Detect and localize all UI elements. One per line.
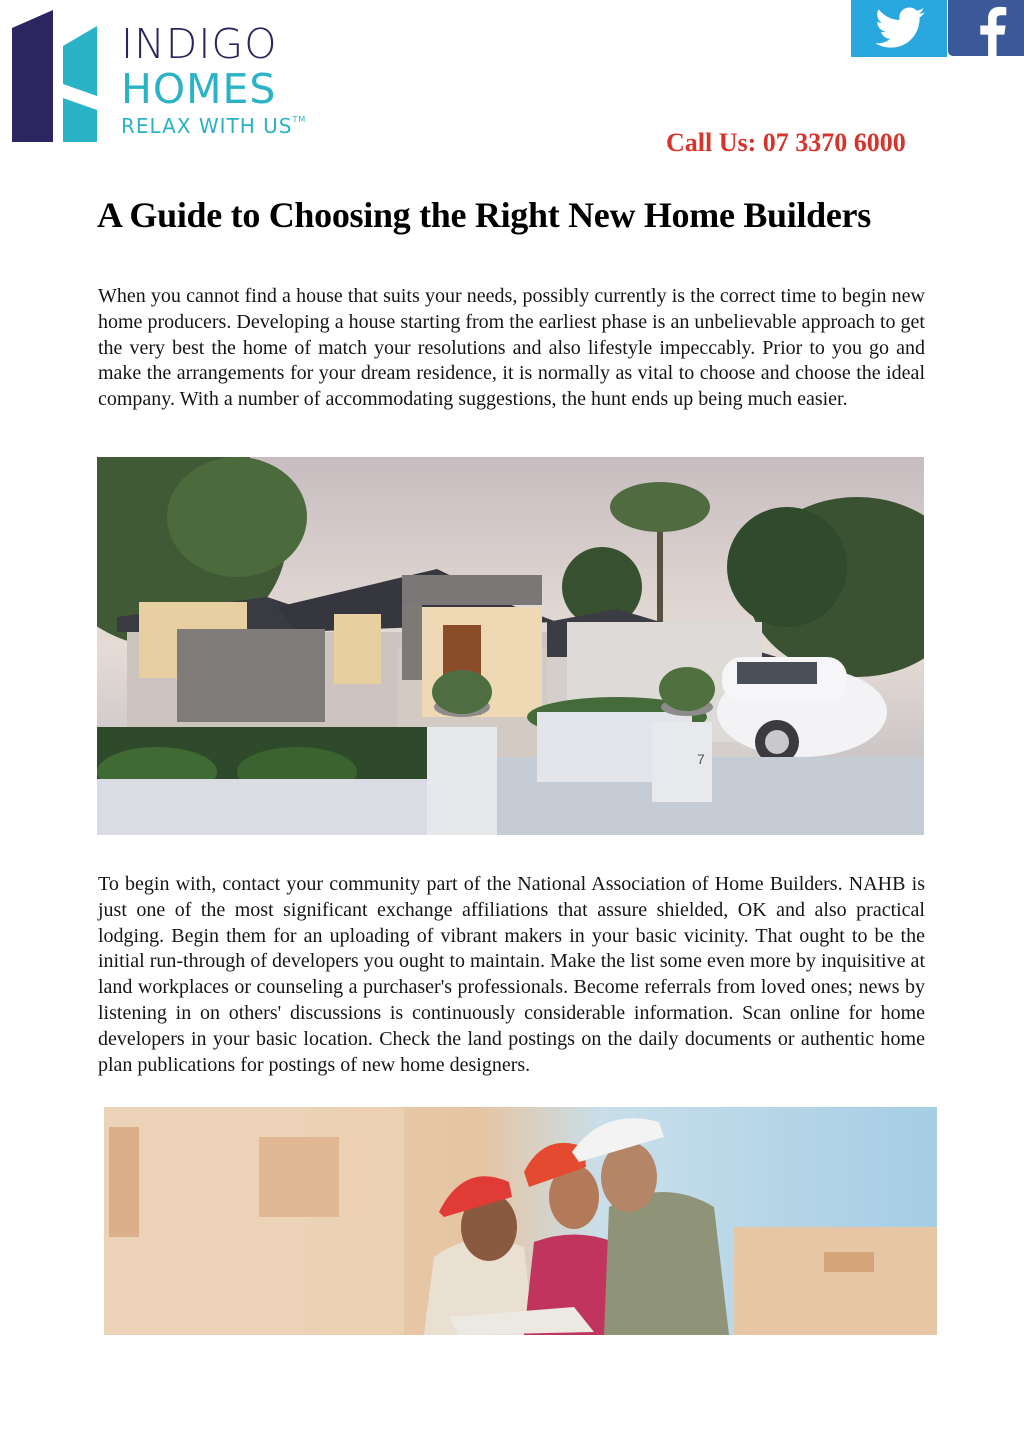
logo-tagline-text: RELAX WITH US <box>121 114 293 138</box>
logo-brand-indigo: INDIGO <box>121 20 278 68</box>
logo-brand-homes: HOMES <box>121 65 277 113</box>
facebook-button[interactable] <box>948 0 1024 56</box>
house-illustration <box>97 457 924 835</box>
house-photo <box>97 457 924 835</box>
trademark-mark: TM <box>292 115 307 124</box>
intro-paragraph: When you cannot find a house that suits your needs, possibly currently is the correct time to begin new home producers. Developing a house starting from the earliest phase is an unbelievable approach to get the very best the home of match your resolutions and also lifestyle impeccably. Prior to you go and make the arrangements for your dream residence, it is normally as vital to choose and choose the ideal company. With a number of accommodating suggestions, the hunt ends up being much easier. <box>98 285 925 411</box>
twitter-button[interactable] <box>851 0 947 57</box>
house-number: 7 <box>697 751 705 767</box>
twitter-icon <box>869 2 931 56</box>
page-title: A Guide to Choosing the Right New Home Builders <box>97 195 871 235</box>
call-us-phone[interactable]: Call Us: 07 3370 6000 <box>666 128 906 157</box>
logo-wordmark <box>121 20 307 138</box>
indigo-homes-logo[interactable] <box>10 8 310 144</box>
builders-photo <box>104 1107 937 1335</box>
builders-illustration <box>104 1107 937 1335</box>
facebook-icon <box>976 6 1008 58</box>
logo-tagline <box>121 116 306 136</box>
building-logo-icon <box>10 8 102 144</box>
body-paragraph: To begin with, contact your community part of the National Association of Home Builders. NAHB is just one of the most significant exchange affiliations that assure shielded, OK and also practical lodging. Begin them for an uploading of vibrant makers in your basic vicinity. That ought to be the initial run-through of developers you ought to maintain. Make the list some even more by inquisitive at land workplaces or counseling a purchaser's professionals. Become referrals from loved ones; news by listening in on others' discussions is continuously considerable information. Scan online for home developers in your basic location. Check the land postings on the daily documents or authentic home plan publications for postings of new home designers. <box>98 873 925 1076</box>
